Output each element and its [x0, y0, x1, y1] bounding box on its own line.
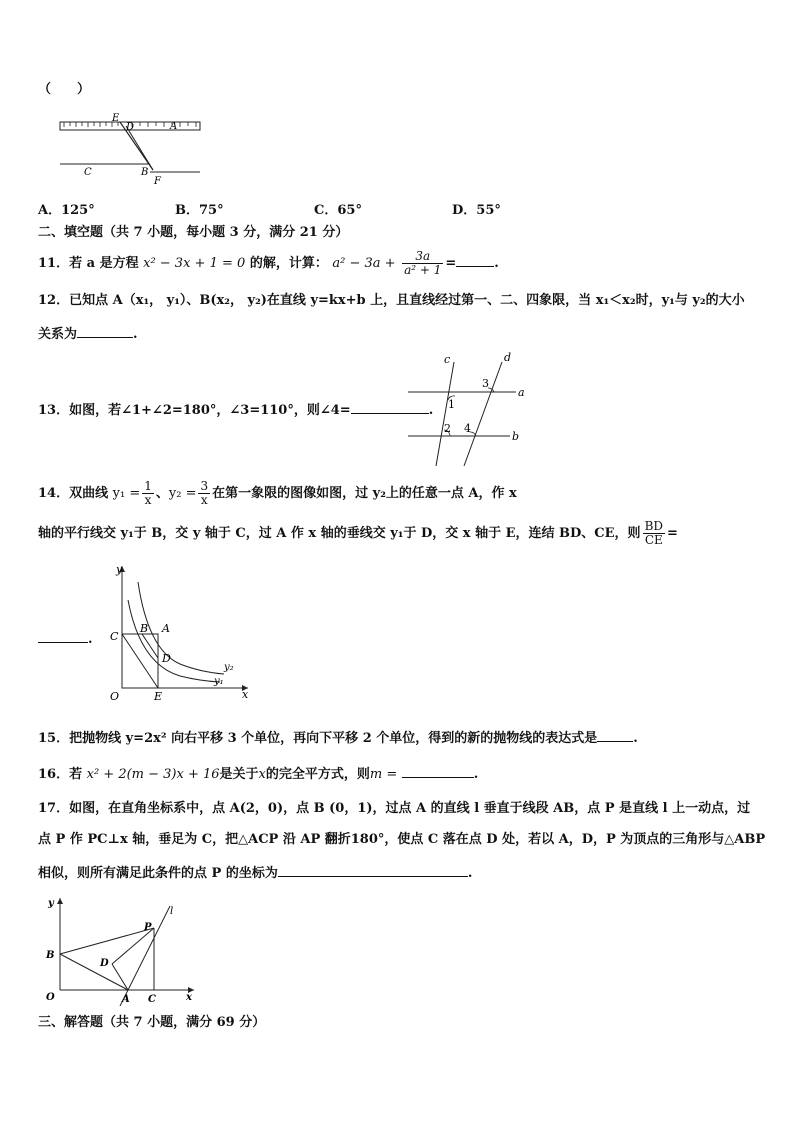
option-a: A．125°	[38, 203, 95, 218]
q14-line2-text: 轴的平行线交 y₁于 B，交 y 轴于 C，过 A 作 x 轴的垂线交 y₁于 D，交 x 轴于 E，连结 BD、CE，则	[38, 526, 641, 541]
q17-end: .	[467, 866, 473, 881]
q15-text: 15．把抛物线 y=2x² 向右平移 3 个单位，再向下平移 2 个单位，得到的新的抛物线的表达式是	[38, 731, 598, 746]
q14-y2: y₂ =	[168, 486, 197, 501]
q11-fraction	[402, 250, 443, 277]
question-12-line2	[38, 325, 138, 343]
q11-prefix: 11．若 a 是方程	[38, 256, 139, 271]
q10-label-a: A	[170, 121, 178, 132]
question-13	[38, 401, 433, 419]
q14-eq: =	[667, 526, 678, 541]
q17-label-c: C	[148, 994, 156, 1005]
q17-text: 相似，则所有满足此条件的点 P 的坐标为	[38, 866, 278, 881]
question-14-line2	[38, 520, 678, 547]
q17-figure	[42, 894, 202, 1009]
q16-var: x	[258, 767, 266, 782]
question-16	[38, 765, 478, 783]
q13-angle-4: 4	[464, 422, 471, 435]
q14-label-o: O	[110, 690, 120, 703]
q10-label-d: D	[126, 122, 135, 133]
q14-y1: y₁ =	[112, 486, 141, 501]
q14-label-a: A	[162, 622, 170, 635]
q10-label-e: E	[112, 113, 120, 124]
q11-mid: 的解，计算：	[249, 256, 328, 271]
q12-answer-blank[interactable]	[77, 325, 133, 338]
q14-rest: 在第一象限的图像如图，过 y₂上的任意一点 A，作 x	[212, 486, 517, 501]
q14-fraction-1-num: 1	[144, 479, 152, 493]
q10-figure	[56, 112, 206, 192]
q11-expression: a² − 3a +	[332, 256, 396, 271]
q16-end: .	[473, 767, 479, 782]
q14-ratio-num: BD	[644, 519, 664, 533]
option-c: C．65°	[314, 203, 362, 218]
q11-end: .	[494, 256, 499, 271]
q14-label-y1: y₁	[214, 676, 224, 687]
q17-label-o: O	[46, 992, 55, 1003]
question-15	[38, 729, 638, 747]
question-14-line1	[38, 480, 517, 507]
q17-label-p: P	[144, 922, 152, 933]
q10-label-c: C	[84, 167, 92, 178]
q17-answer-blank[interactable]	[278, 864, 468, 877]
q14-answer-blank[interactable]	[38, 630, 88, 643]
q17-label-l: l	[170, 906, 174, 917]
q17-label-d: D	[100, 958, 109, 969]
q14-label-y2: y₂	[224, 662, 234, 673]
q11-equation: x² − 3x + 1 = 0	[143, 256, 246, 271]
q14-figure	[100, 560, 255, 705]
q16-prefix: 16．若	[38, 767, 83, 782]
q17-label-b: B	[46, 950, 55, 961]
q12-prefix: 关系为	[38, 327, 78, 342]
question-17-line1: 17．如图，在直角坐标系中，点 A(2，0)，点 B (0，1)，过点 A 的直线 l 垂直于线段 AB，点 P 是直线 l 上一动点，过	[38, 801, 751, 816]
option-d: D．55°	[452, 203, 501, 218]
section-3-heading: 三、解答题（共 7 小题，满分 69 分）	[38, 1015, 266, 1030]
q16-answer-blank[interactable]	[402, 765, 474, 778]
q11-fraction-numerator: 3a	[402, 250, 443, 264]
q13-angle-3: 3	[482, 377, 489, 390]
q13-end: .	[428, 403, 434, 418]
question-17-line2: 点 P 作 PC⊥x 轴，垂足为 C，把△ACP 沿 AP 翻折180°，使点 C 落在点 D 处，若以 A，D，P 为顶点的三角形与△ABP	[38, 832, 766, 847]
q14-prefix: 14．双曲线	[38, 486, 109, 501]
q17-label-a: A	[122, 994, 130, 1005]
q17-label-x: x	[186, 992, 192, 1003]
question-11	[38, 250, 499, 277]
q14-label-y: y	[116, 563, 123, 576]
q13-angle-1: 1	[448, 398, 455, 411]
q13-label-b: b	[512, 430, 520, 443]
q17-label-y: y	[48, 898, 54, 909]
q13-label-d: d	[504, 351, 512, 364]
q13-label-c: c	[444, 353, 451, 366]
q15-end: .	[633, 731, 638, 746]
question-12-line1: 12．已知点 A（x₁， y₁）、B(x₂， y₂)在直线 y=kx+b 上，且直线经过第一、二、四象限，当 x₁＜x₂时，y₁与 y₂的大小	[38, 293, 745, 308]
question-17-line3	[38, 864, 472, 882]
q13-figure	[408, 350, 533, 470]
section-2-heading: 二、填空题（共 7 小题，每小题 3 分，满分 21 分）	[38, 225, 349, 240]
q14-fraction-1	[142, 480, 154, 507]
q14-label-e: E	[154, 690, 163, 703]
q14-fraction-1-den: x	[144, 493, 152, 507]
q14-sep: 、	[155, 486, 169, 501]
answer-parenthesis: （ ）	[38, 82, 91, 97]
q14-label-d: D	[162, 652, 171, 665]
q14-label-x: x	[242, 688, 249, 701]
q14-label-c: C	[110, 630, 119, 643]
q14-ratio-den: CE	[644, 533, 663, 547]
q13-text: 13．如图，若∠1+∠2=180°，∠3=110°，则∠4=	[38, 403, 351, 418]
q14-end: .	[88, 632, 93, 647]
q10-label-b: B	[141, 167, 149, 178]
q14-fraction-2-num: 3	[200, 479, 209, 493]
q16-m: m =	[369, 767, 398, 782]
q16-mid: 是关于	[219, 767, 259, 782]
q12-end: .	[133, 327, 138, 342]
q14-label-b: B	[140, 622, 149, 635]
q11-answer-blank[interactable]	[456, 254, 494, 267]
q13-label-a: a	[518, 386, 525, 399]
q16-expression: x² + 2(m − 3)x + 16	[86, 767, 220, 782]
q16-mid2: 的完全平方式，则	[265, 767, 370, 782]
q14-fraction-2-den: x	[200, 493, 208, 507]
question-14-answer	[38, 630, 93, 648]
q14-fraction-2	[198, 480, 210, 507]
q11-equals: =	[445, 256, 457, 271]
q14-ratio	[643, 520, 665, 547]
q11-fraction-denominator: a² + 1	[404, 263, 442, 277]
q10-label-f: F	[154, 176, 161, 187]
option-b: B．75°	[175, 203, 224, 218]
q13-angle-2: 2	[444, 422, 451, 435]
q15-answer-blank[interactable]	[597, 729, 633, 742]
